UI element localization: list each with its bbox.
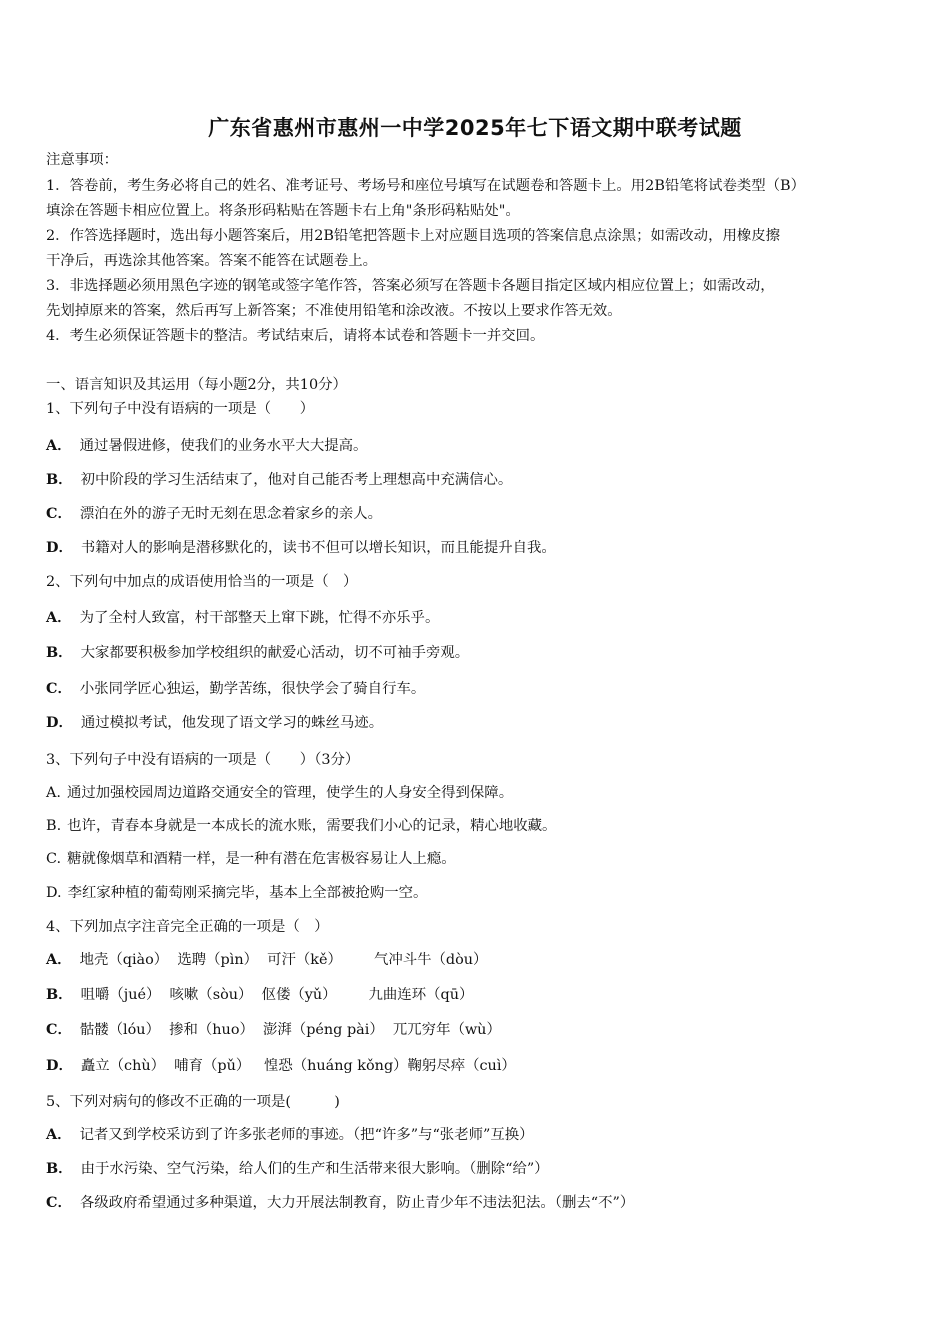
notice-line: 干净后，再选涂其他答案。答案不能答在试题卷上。 <box>46 253 377 269</box>
option-label: A. <box>46 785 61 801</box>
option-label: C． <box>46 1021 72 1038</box>
option-text: 小张同学匠心独运，勤学苦练，很快学会了骑自行车。 <box>79 681 426 697</box>
option-text: 为了全村人致富，村干部整天上窜下跳，忙得不亦乐乎。 <box>79 610 440 626</box>
option-text: 李红家种植的葡萄刚采摘完毕，基本上全部被抢购一空。 <box>67 885 428 901</box>
option-b <box>46 643 906 663</box>
option-label: D． <box>46 539 73 556</box>
option-label: B． <box>46 986 73 1003</box>
option-text: 书籍对人的影响是潜移默化的，读书不但可以增长知识，而且能提升自我。 <box>80 540 556 556</box>
page-title: 广东省惠州市惠州一中学2025年七下语文期中联考试题 <box>208 116 742 140</box>
question-stem: 5、下列对病句的修改不正确的一项是( ) <box>46 1094 340 1110</box>
option-label: D. <box>46 885 62 901</box>
option-label: C． <box>46 680 72 697</box>
notice-heading: 注意事项： <box>46 152 118 168</box>
option-label: B． <box>46 644 73 661</box>
option-text: 地壳（qiào） 选聘（pìn） 可汗（kě） 气冲斗牛（dòu） <box>79 952 488 968</box>
option-text: 也许，青春本身就是一本成长的流水账，需要我们小心的记录，精心地收藏。 <box>67 818 557 834</box>
section-heading: 一、语言知识及其运用（每小题2分，共10分） <box>46 377 347 393</box>
option-b <box>46 816 906 836</box>
option-label: A． <box>46 437 72 454</box>
option-text: 骷髅（lóu） 掺和（huo） 澎湃（péng pài） 兀兀穷年（wù） <box>79 1022 501 1038</box>
option-label: A． <box>46 609 72 626</box>
option-label: C． <box>46 505 72 522</box>
notice-line: 先划掉原来的答案，然后再写上新答案；不准使用铅笔和涂改液。不按以上要求作答无效。 <box>46 303 622 319</box>
notice-line: 3．非选择题必须用黑色字迹的钢笔或签字笔作答，答案必须写在答题卡各题目指定区域内相应位置上；如需改动， <box>46 278 775 294</box>
question-stem: 3、下列句子中没有语病的一项是（ ）（3分） <box>46 752 360 768</box>
option-d <box>46 538 906 558</box>
option-text: 矗立（chù） 哺育（pǔ） 惶恐（huáng kǒng）鞠躬尽瘁（cuì） <box>80 1058 516 1074</box>
option-c <box>46 679 906 699</box>
option-c <box>46 504 906 524</box>
option-a <box>46 608 906 628</box>
notice-line: 2．作答选择题时，选出每小题答案后，用2B铅笔把答题卡上对应题目选项的答案信息点涂黑；如需改动，用橡皮擦 <box>46 228 781 244</box>
option-text: 记者又到学校采访到了许多张老师的事迹。（把“许多”与“张老师”互换） <box>79 1127 534 1143</box>
option-d <box>46 883 906 903</box>
option-text: 由于水污染、空气污染，给人们的生产和生活带来很大影响。（删除“给”） <box>80 1161 549 1177</box>
option-text: 通过暑假进修，使我们的业务水平大大提高。 <box>79 438 368 454</box>
option-text: 漂泊在外的游子无时无刻在思念着家乡的亲人。 <box>79 506 383 522</box>
option-label: C． <box>46 1194 72 1211</box>
question-stem: 4、下列加点字注音完全正确的一项是（ ） <box>46 919 329 935</box>
question-stem: 2、下列句中加点的成语使用恰当的一项是（ ） <box>46 574 358 590</box>
option-a <box>46 950 906 970</box>
option-c <box>46 1020 906 1040</box>
option-label: B. <box>46 818 62 834</box>
option-a <box>46 783 906 803</box>
option-b <box>46 470 906 490</box>
option-c <box>46 849 906 869</box>
option-b <box>46 985 906 1005</box>
option-text: 通过加强校园周边道路交通安全的管理，使学生的人身安全得到保障。 <box>66 785 514 801</box>
notice-line: 1．答卷前，考生务必将自己的姓名、准考证号、考场号和座位号填写在试题卷和答题卡上。用2B铅笔将试卷类型（B） <box>46 178 805 194</box>
option-text: 咀嚼（jué） 咳嗽（sòu） 伛偻（yǔ） 九曲连环（qū） <box>80 987 474 1003</box>
option-c <box>46 1193 906 1213</box>
option-a <box>46 1125 906 1145</box>
option-label: C. <box>46 851 62 867</box>
option-b <box>46 1159 906 1179</box>
option-text: 糖就像烟草和酒精一样，是一种有潜在危害极容易让人上瘾。 <box>67 851 456 867</box>
notice-line: 4．考生必须保证答题卡的整洁。考试结束后，请将本试卷和答题卡一并交回。 <box>46 328 545 344</box>
option-label: B． <box>46 1160 73 1177</box>
option-d <box>46 1056 906 1076</box>
question-stem: 1、下列句子中没有语病的一项是（ ） <box>46 401 315 417</box>
option-label: D． <box>46 714 73 731</box>
option-text: 初中阶段的学习生活结束了，他对自己能否考上理想高中充满信心。 <box>80 472 513 488</box>
option-text: 各级政府希望通过多种渠道，大力开展法制教育，防止青少年不违法犯法。（删去“不”） <box>79 1195 635 1211</box>
option-label: D． <box>46 1057 73 1074</box>
option-label: A． <box>46 1126 72 1143</box>
option-a <box>46 436 906 456</box>
option-d <box>46 713 906 733</box>
option-text: 通过模拟考试，他发现了语文学习的蛛丝马迹。 <box>80 715 384 731</box>
option-text: 大家都要积极参加学校组织的献爱心活动，切不可袖手旁观。 <box>80 645 470 661</box>
option-label: A． <box>46 951 72 968</box>
notice-line: 填涂在答题卡相应位置上。将条形码粘贴在答题卡右上角"条形码粘贴处"。 <box>46 203 520 219</box>
option-label: B． <box>46 471 73 488</box>
